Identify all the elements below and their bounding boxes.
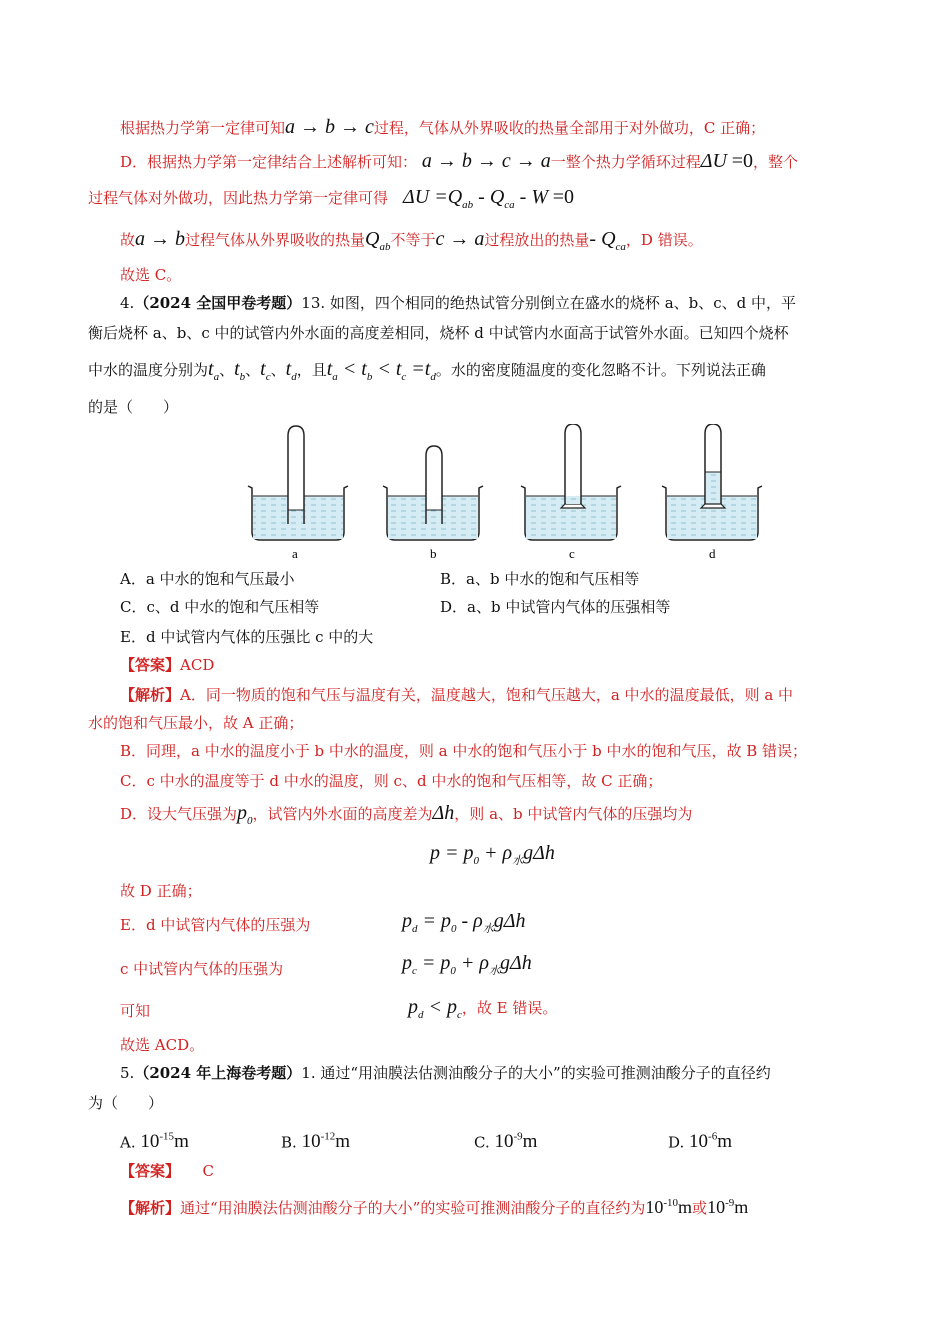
q4-answer: 【答案】ACD: [120, 656, 215, 674]
q4-exp-1: 【解析】A．同一物质的饱和气压与温度有关，温度越大，饱和气压越大，a 中水的温度最低，则 a 中: [120, 686, 794, 704]
prev-line-3: 过程气体对外做功，因此热力学第一定律可得 $\Delta U =Q_{ab} - Q_{ca} - W =0$: [88, 186, 575, 211]
prev-line-5: 故选 C。: [120, 266, 182, 284]
q4-line-3: 中水的温度分别为$t_a$、$t_b$、$t_c$、$t_d$，且$t_a < t_b < t_c =t_d$。水的密度随温度的变化忽略不计。下列说法正确: [88, 358, 766, 383]
q4-exp-7: E．d 中试管内气体的压强为: [120, 916, 311, 934]
q5-option-d: D. $10^{-6}m$: [668, 1131, 732, 1153]
beakers-figure: [240, 424, 770, 564]
beaker-b: [383, 446, 483, 540]
q5-line-1: 5.（2024 年上海卷考题）1. 通过“用油膜法估测油酸分子的大小”的实验可推测油酸分子的直径约: [120, 1064, 771, 1082]
option-d: D．a、b 中试管内气体的压强相等: [440, 598, 671, 616]
q4-line-1: 4.（2024 全国甲卷考题）13. 如图，四个相同的绝热试管分别倒立在盛水的烧杯 a、b、c、d 中，平: [120, 294, 797, 312]
q4-line-4: 的是（ ）: [88, 398, 179, 416]
prev-line-2: D．根据热力学第一定律结合上述解析可知： a → b → c → a一整个热力学循环过程ΔU =0，整个: [120, 150, 798, 172]
q4-line-2: 衡后烧杯 a、b、c 中的试管内外水面的高度差相同，烧杯 d 中试管内水面高于试管外水面。已知四个烧杯: [88, 324, 789, 342]
label-b: b: [430, 546, 437, 561]
beaker-a: [248, 426, 348, 540]
q4-exp-3: B．同理，a 中水的温度小于 b 中水的温度，则 a 中水的饱和气压小于 b 中水的饱和气压，故 B 错误；: [120, 742, 808, 760]
q4-exp-8: c 中试管内气体的压强为: [120, 960, 284, 978]
formula-compare: $p_d < p_c$，故 E 错误。: [408, 996, 558, 1021]
option-e: E．d 中试管内气体的压强比 c 中的大: [120, 628, 374, 646]
q5-line-2: 为（ ）: [88, 1094, 164, 1112]
q4-exp-5: D．设大气压强为$p_0$，试管内外水面的高度差为Δh，则 a、b 中试管内气体的压强均为: [120, 802, 693, 827]
formula-p: $p = p_0 + \rho_水g\Delta h$: [430, 842, 555, 867]
q5-option-c: C. $10^{-9}m$: [474, 1131, 538, 1153]
beaker-d: [662, 424, 762, 540]
q4-exp-2: 水的饱和气压最小，故 A 正确；: [88, 714, 304, 732]
q4-exp-9: 可知: [120, 1002, 151, 1020]
q4-exp-4: C．c 中水的温度等于 d 中水的温度，则 c、d 中水的饱和气压相等，故 C 正确；: [120, 772, 663, 790]
q4-exp-10: 故选 ACD。: [120, 1036, 205, 1054]
option-c: C．c、d 中水的饱和气压相等: [120, 598, 320, 616]
q5-option-b: B. $10^{-12}m$: [281, 1131, 351, 1153]
option-b: B．a、b 中水的饱和气压相等: [440, 570, 640, 588]
prev-line-1: 根据热力学第一定律可知a → b → c过程，气体从外界吸收的热量全部用于对外做功，C 正确；: [120, 116, 766, 138]
beaker-c: [521, 424, 621, 540]
q5-answer: 【答案】 C: [120, 1162, 215, 1180]
formula-pd: $p_d = p_0 - \rho_水g\Delta h$: [402, 910, 526, 935]
label-d: d: [709, 546, 716, 561]
label-a: a: [292, 546, 298, 561]
q5-exp-1: 【解析】通过“用油膜法估测油酸分子的大小”的实验可推测油酸分子的直径约为$10^{-10}m$或$10^{-9}m$: [120, 1197, 749, 1217]
label-c: c: [569, 546, 575, 561]
q5-option-a: A. $10^{-15}m$: [120, 1131, 189, 1153]
option-a: A．a 中水的饱和气压最小: [120, 570, 295, 588]
formula-pc: $p_c = p_0 + \rho_水g\Delta h$: [402, 952, 532, 977]
q4-exp-6: 故 D 正确；: [120, 882, 202, 900]
prev-line-4: 故a → b过程气体从外界吸收的热量$Q_{ab}$不等于c → a过程放出的热量- $Q_{ca}$，D 错误。: [120, 228, 703, 253]
